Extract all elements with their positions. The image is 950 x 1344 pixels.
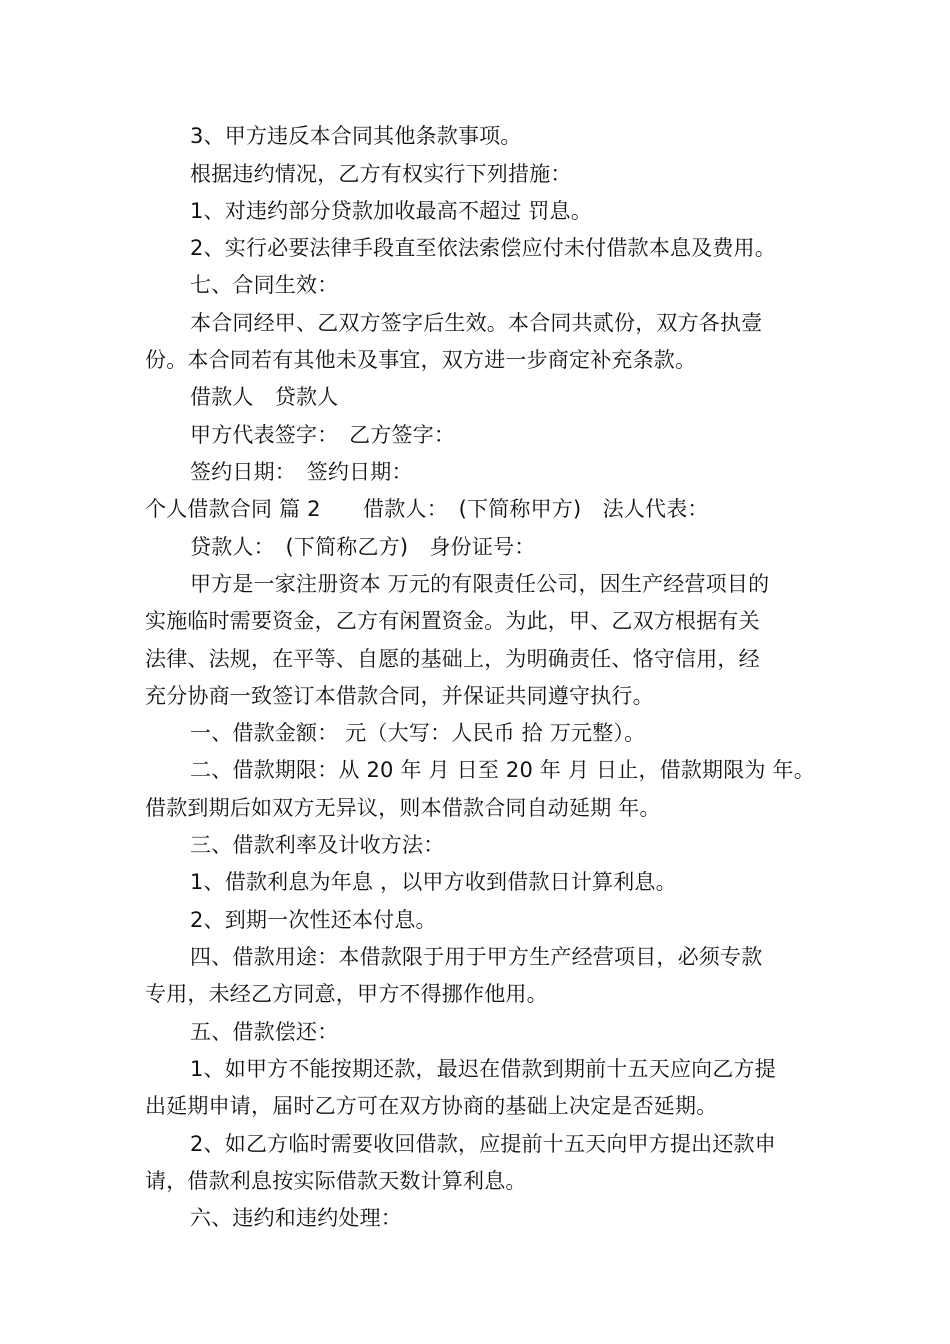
text-line: 专用，未经乙方同意，甲方不得挪作他用。 bbox=[145, 982, 548, 1006]
text-line: 法律、法规，在平等、自愿的基础上，为明确责任、恪守信用，经 bbox=[145, 647, 760, 671]
section-heading: 七、合同生效： bbox=[190, 273, 339, 297]
signature-fields: 甲方代表签字： 乙方签字： bbox=[190, 423, 456, 447]
text-line: 份。本合同若有其他未及事宜，双方进一步商定补充条款。 bbox=[145, 348, 697, 372]
signature-parties: 借款人 贷款人 bbox=[190, 385, 339, 409]
text-line: 请，借款利息按实际借款天数计算利息。 bbox=[145, 1169, 527, 1193]
text-line: 1、借款利息为年息 ，以甲方收到借款日计算利息。 bbox=[190, 870, 677, 894]
section-heading: 五、借款偿还： bbox=[190, 1020, 339, 1044]
text-line: 甲方是一家注册资本 万元的有限责任公司，因生产经营项目的 bbox=[190, 572, 770, 596]
lender-info: 贷款人： (下简称乙方) 身份证号： bbox=[190, 535, 536, 559]
section-heading: 六、违约和违约处理： bbox=[190, 1206, 402, 1230]
signing-dates: 签约日期： 签约日期： bbox=[190, 460, 413, 484]
text-line: 借款到期后如双方无异议，则本借款合同自动延期 年。 bbox=[145, 796, 661, 820]
section-heading: 二、借款期限：从 20 年 月 日至 20 年 月 日止，借款期限为 年。 bbox=[190, 758, 815, 782]
text-line: 3、甲方违反本合同其他条款事项。 bbox=[190, 124, 522, 148]
text-line: 根据违约情况，乙方有权实行下列措施： bbox=[190, 162, 572, 186]
section-heading: 三、借款利率及计收方法： bbox=[190, 833, 445, 857]
text-line: 出延期申请，届时乙方可在双方协商的基础上决定是否延期。 bbox=[145, 1094, 718, 1118]
contract-title: 个人借款合同 篇 2 借款人： (下简称甲方) 法人代表： bbox=[145, 497, 709, 521]
text-line: 充分协商一致签订本借款合同，并保证共同遵守执行。 bbox=[145, 684, 654, 708]
text-line: 2、到期一次性还本付息。 bbox=[190, 908, 437, 932]
text-line: 本合同经甲、乙双方签字后生效。本合同共贰份，双方各执壹 bbox=[190, 311, 763, 335]
text-line: 2、实行必要法律手段直至依法索偿应付未付借款本息及费用。 bbox=[190, 236, 776, 260]
section-heading: 四、借款用途：本借款限于用于甲方生产经营项目，必须专款 bbox=[190, 945, 763, 969]
text-line: 1、对违约部分贷款加收最高不超过 罚息。 bbox=[190, 199, 593, 223]
text-line: 2、如乙方临时需要收回借款，应提前十五天向甲方提出还款申 bbox=[190, 1132, 776, 1156]
text-line: 实施临时需要资金，乙方有闲置资金。为此，甲、乙双方根据有关 bbox=[145, 609, 760, 633]
section-heading: 一、借款金额： 元（大写：人民币 拾 万元整）。 bbox=[190, 721, 646, 745]
text-line: 1、如甲方不能按期还款，最迟在借款到期前十五天应向乙方提 bbox=[190, 1057, 776, 1081]
